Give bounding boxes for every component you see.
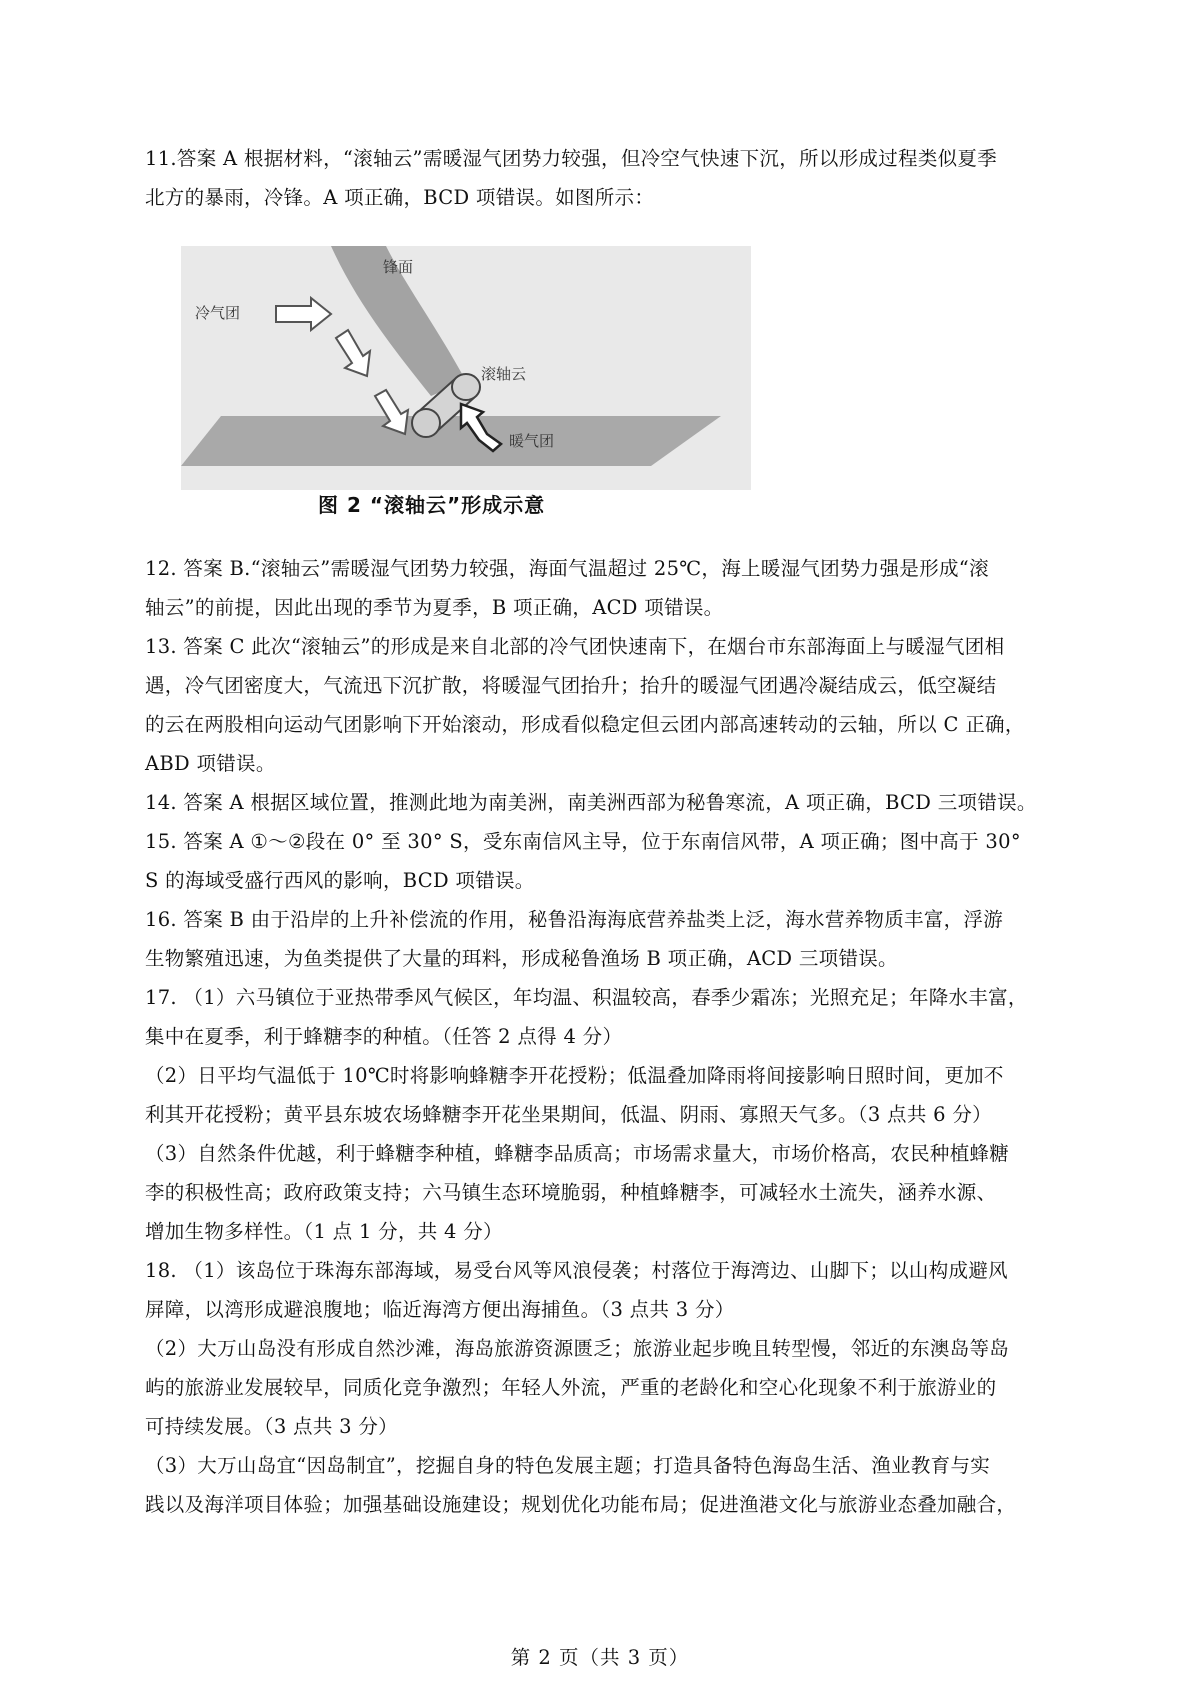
answer-17-line: 17. （1）六马镇位于亚热带季风气候区，年均温、积温较高，春季少霜冻；光照充足；年降水丰富， — [145, 986, 1028, 1009]
answer-17-line: 集中在夏季，利于蜂糖李的种植。（任答 2 点得 4 分） — [145, 1025, 623, 1048]
answer-17-line: 李的积极性高；政府政策支持；六马镇生态环境脆弱，种植蜂糖李，可减轻水土流失，涵养水源、 — [145, 1181, 997, 1204]
roll-cloud-diagram — [181, 246, 751, 490]
figure-caption: 图 2 “滚轴云”形成示意 — [318, 493, 546, 517]
answer-16-line: 生物繁殖迅速，为鱼类提供了大量的珥料，形成秘鲁渔场 B 项正确，ACD 三项错误。 — [145, 947, 898, 970]
front-label: 锋面 — [383, 258, 414, 276]
answer-18-line: 屏障，以湾形成避浪腹地；临近海湾方便出海捕鱼。（3 点共 3 分） — [145, 1298, 735, 1321]
answer-12 — [145, 549, 1060, 627]
answer-18-line: 可持续发展。（3 点共 3 分） — [145, 1415, 398, 1438]
answer-18 — [145, 1251, 1060, 1524]
answer-18-line: 践以及海洋项目体验；加强基础设施建设；规划优化功能布局；促进渔港文化与旅游业态叠加融合， — [145, 1493, 1017, 1516]
answer-14-line: 14. 答案 A 根据区域位置，推测此地为南美洲，南美洲西部为秘鲁寒流，A 项正确，BCD 三项错误。 — [145, 791, 1037, 814]
answer-17 — [145, 978, 1060, 1251]
answer-13 — [145, 627, 1060, 783]
answer-13-line: 13. 答案 C 此次“滚轴云”的形成是来自北部的冷气团快速南下，在烟台市东部海面上与暖湿气团相 — [145, 635, 1005, 658]
answer-13-line: 的云在两股相向运动气团影响下开始滚动，形成看似稳定但云团内部高速转动的云轴，所以 C 正确， — [145, 713, 1025, 736]
cold-air-label: 冷气团 — [195, 304, 241, 322]
answer-11-line: 11.答案 A 根据材料，“滚轴云”需暖湿气团势力较强，但冷空气快速下沉，所以形成过程类似夏季 — [145, 147, 998, 170]
answer-11-line: 北方的暴雨，冷锋。A 项正确，BCD 项错误。如图所示： — [145, 186, 655, 209]
answer-15 — [145, 822, 1060, 900]
answer-16 — [145, 900, 1060, 978]
answer-11 — [145, 139, 1060, 217]
answer-13-line: ABD 项错误。 — [145, 752, 276, 775]
ground-plane — [181, 416, 721, 466]
answer-13-line: 遇，冷气团密度大，气流迅下沉扩散，将暖湿气团抬升；抬升的暖湿气团遇冷凝结成云，低空凝结 — [145, 674, 997, 697]
page-footer: 第 2 页（共 3 页） — [510, 1646, 690, 1669]
answer-18-line: 18. （1）该岛位于珠海东部海域，易受台风等风浪侵袭；村落位于海湾边、山脚下；以山构成避风 — [145, 1259, 1008, 1282]
answer-18-line: 屿的旅游业发展较早，同质化竞争激烈；年轻人外流，严重的老龄化和空心化现象不利于旅游业的 — [145, 1376, 997, 1399]
roll-cloud-label: 滚轴云 — [481, 365, 527, 383]
answer-12-line: 12. 答案 B.“滚轴云”需暖湿气团势力较强，海面气温超过 25℃，海上暖湿气团势力强是形成“滚 — [145, 557, 989, 580]
answer-15-line: 15. 答案 A ①～②段在 0° 至 30° S，受东南信风主导，位于东南信风带，A 项正确；图中高于 30° — [145, 830, 1021, 853]
answer-12-line: 轴云”的前提，因此出现的季节为夏季，B 项正确，ACD 项错误。 — [145, 596, 724, 619]
answer-18-line: （2）大万山岛没有形成自然沙滩，海岛旅游资源匮乏；旅游业起步晚且转型慢，邻近的东澳岛等岛 — [145, 1337, 1010, 1360]
answer-17-line: （2）日平均气温低于 10℃时将影响蜂糖李开花授粉；低温叠加降雨将间接影响日照时间，更加不 — [145, 1064, 1004, 1087]
answer-16-line: 16. 答案 B 由于沿岸的上升补偿流的作用，秘鲁沿海海底营养盐类上泛，海水营养物质丰富，浮游 — [145, 908, 1004, 931]
answer-17-line: 利其开花授粉；黄平县东坡农场蜂糖李开花坐果期间，低温、阴雨、寡照天气多。（3 点共 6 分） — [145, 1103, 992, 1126]
warm-air-label: 暖气团 — [509, 432, 555, 450]
answer-17-line: （3）自然条件优越，利于蜂糖李种植，蜂糖李品质高；市场需求量大，市场价格高，农民种植蜂糖 — [145, 1142, 1010, 1165]
answer-17-line: 增加生物多样性。（1 点 1 分，共 4 分） — [145, 1220, 503, 1243]
answer-14 — [145, 783, 1060, 822]
answer-18-line: （3）大万山岛宜“因岛制宜”，挖掘自身的特色发展主题；打造具备特色海岛生活、渔业教育与实 — [145, 1454, 991, 1477]
answer-15-line: S 的海域受盛行西风的影响，BCD 项错误。 — [145, 869, 535, 892]
